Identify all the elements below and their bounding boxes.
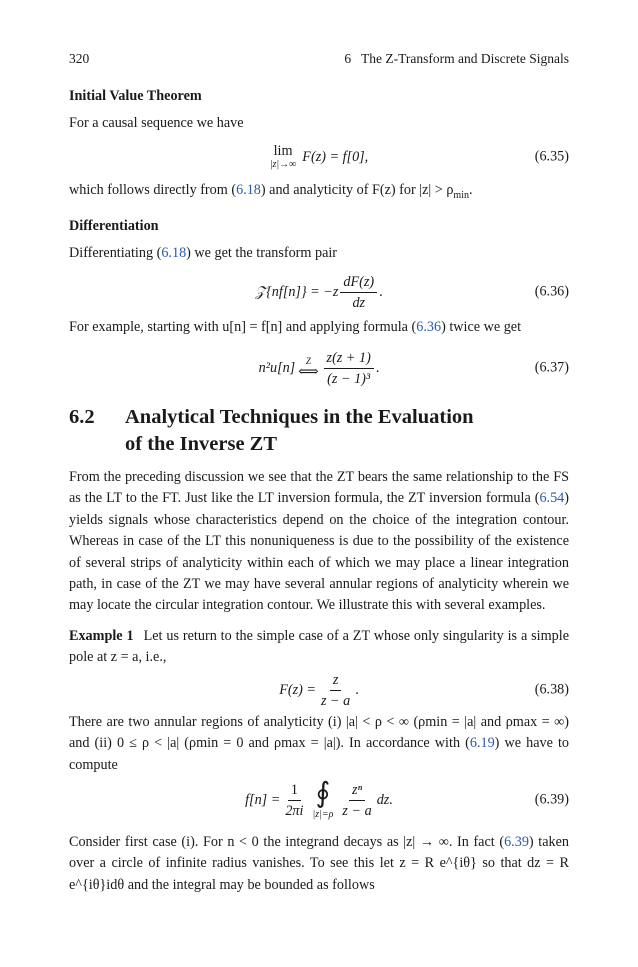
- equation-6-35: [69, 140, 569, 174]
- eq-number: (6.38): [534, 681, 569, 698]
- diff-intro: Differentiating (6.18) we get the transform pair: [69, 245, 338, 261]
- ivt-intro: For a causal sequence we have: [69, 115, 244, 131]
- limit-operator: lim |z|→∞: [269, 143, 297, 170]
- section-title-line2: of the Inverse ZT: [125, 433, 278, 455]
- final-paragraph: Consider first case (i). For n < 0 the integrand decays as |z| → ∞. In fact (6.39) taken over a circle of infinite radius vanishes. To see this let z = R e^{iθ} so that dz = R e^{iθ}idθ and the integral may be bounded as follows: [69, 834, 569, 893]
- diff-example: For example, starting with u[n] = f[n] and applying formula (6.36) twice we get: [69, 319, 522, 335]
- chapter-title: 6 The Z-Transform and Discrete Signals: [344, 51, 569, 66]
- regions-paragraph: There are two annular regions of analyticity (i) |a| < ρ < ∞ (ρmin = |a| and ρmax = ∞) and (ii) 0 ≤ ρ < |a| (ρmin = 0 and ρmax = |a|). In accordance with (6.19) we have to compute: [69, 714, 569, 773]
- eq-number: (6.35): [534, 148, 569, 165]
- eq-number: (6.39): [534, 791, 569, 808]
- example-label: Example 1: [69, 628, 134, 644]
- ref-link[interactable]: 6.54: [539, 490, 565, 507]
- ref-link[interactable]: 6.18: [236, 182, 261, 198]
- running-header: [69, 51, 569, 67]
- fraction: $\frac{dF(z)}{dz}$: [340, 273, 377, 312]
- eq-number: (6.36): [534, 283, 569, 300]
- diff-heading: Differentiation: [69, 218, 159, 234]
- fraction: $\frac{z}{z - a}$: [320, 671, 351, 709]
- eq-number: (6.37): [534, 359, 569, 376]
- fraction: $\frac{z(z + 1)}{\text{(z − 1)³}}$: [324, 349, 374, 388]
- z-transform-arrow: Z ⟺: [298, 356, 319, 380]
- section-title-line1: Analytical Techniques in the Evaluation: [125, 406, 474, 428]
- ref-link[interactable]: 6.39: [504, 834, 529, 850]
- section-number: 6.2: [69, 406, 95, 428]
- equation-6-37: n²u[n] Z ⟺ $\frac{z(z + 1)}{\text{(z − 1)³}}$ . (6.37): [258, 349, 569, 387]
- contour-integral: ∮ |z|=ρ: [312, 778, 334, 820]
- eq-body: F(z) = f[0],: [302, 148, 369, 165]
- equation-6-36: 𝒵{nf[n]} = −z $\frac{dF(z)}{dz}$ . (6.36): [255, 273, 569, 311]
- ref-link[interactable]: 6.19: [469, 735, 495, 752]
- page-number: 320: [69, 51, 90, 66]
- ivt-after: which follows directly from (6.18) and analyticity of F(z) for $|z| > \rho_{min}$.: [69, 182, 473, 201]
- ref-link[interactable]: 6.36: [416, 319, 442, 335]
- equation-6-39: f[n] = $\frac{1}{2\pi i}$ ∮ |z|=ρ $\frac{\text{zⁿ}}{z - a}$ dz. (6.39): [245, 778, 569, 820]
- fraction: $\frac{1}{2\pi i}$: [285, 781, 304, 819]
- ivt-heading: Initial Value Theorem: [69, 88, 202, 104]
- equation-6-38: F(z) = $\frac{z}{z - a}$ . (6.38): [279, 671, 569, 709]
- example-1: Example 1 Let us return to the simple case of a ZT whose only singularity is a simple pole at z = a, i.e.,: [69, 628, 569, 666]
- section-paragraph: From the preceding discussion we see that the ZT bears the same relationship to the FS as the LT to the FT. Just like the LT inversion formula, the ZT inversion formula (6.54) yields signals whose characteristics depend on the choice of the integration contour. Whereas in case of the LT this nonuniqueness is due to the possibility of the existence of several strips of analyticity within each of which we may place a linear integration path, in case of the ZT we may have several annular regions of analyticity wherein we may locate the circular integration contour. We illustrate this with several examples.: [69, 469, 569, 614]
- fraction: $\frac{\text{zⁿ}}{z - a}$: [342, 781, 372, 819]
- ref-link[interactable]: 6.18: [161, 245, 187, 261]
